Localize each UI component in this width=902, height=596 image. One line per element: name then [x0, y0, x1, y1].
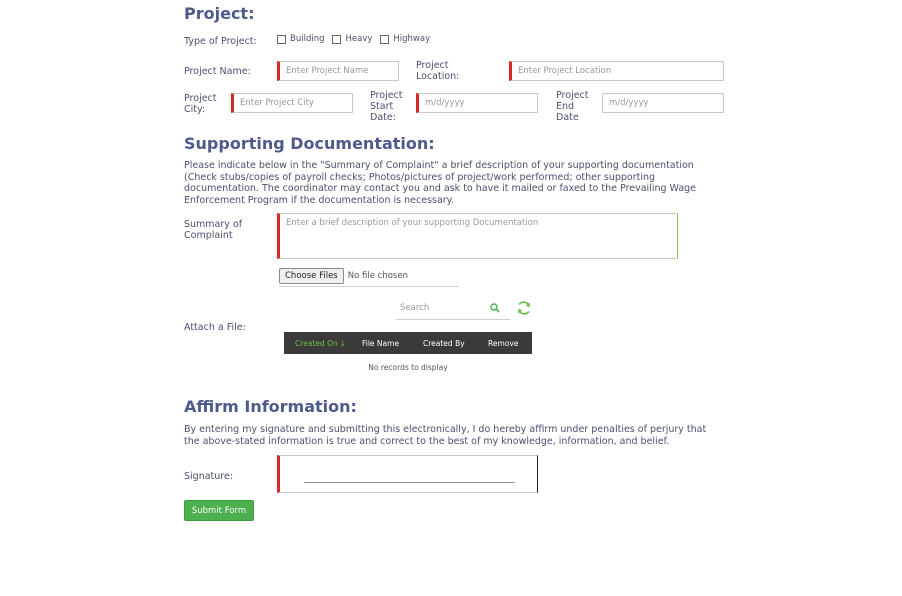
project-location-label: Project Location:	[416, 60, 460, 82]
checkbox-box[interactable]	[332, 35, 341, 44]
project-type-options	[277, 34, 438, 44]
project-start-date-input[interactable]: m/d/yyyy	[416, 93, 538, 113]
no-file-text: No file chosen	[347, 271, 408, 281]
attach-file-label: Attach a File:	[184, 322, 246, 333]
project-city-label: Project City:	[184, 93, 217, 115]
grid-header	[284, 332, 532, 354]
refresh-icon[interactable]	[516, 300, 532, 316]
summary-textarea[interactable]: Enter a brief description of your supporting Documentation	[277, 213, 678, 259]
column-file-name[interactable]: File Name	[362, 338, 400, 348]
grid-search[interactable]	[396, 296, 510, 320]
project-end-date-input[interactable]: m/d/yyyy	[602, 93, 724, 113]
project-name-label: Project Name:	[184, 66, 251, 77]
project-city-input[interactable]: Enter Project City	[231, 93, 353, 113]
affirm-text: By entering my signature and submitting this electronically, I do hereby affirm under penalties of perjury that the above-stated information is true and correct to the best of my knowledge, information, and belief.	[184, 424, 707, 447]
checkbox-box[interactable]	[277, 35, 286, 44]
checkbox-building[interactable]: Building	[277, 34, 324, 44]
file-chooser	[279, 266, 459, 287]
project-name-input[interactable]: Enter Project Name	[277, 61, 399, 81]
submit-form-button[interactable]: Submit Form	[184, 500, 254, 521]
affirm-heading: Affirm Information:	[184, 397, 357, 416]
signature-label: Signature:	[184, 471, 234, 482]
project-start-date-label: Project Start Date:	[370, 90, 403, 123]
project-heading: Project:	[184, 4, 255, 23]
search-input[interactable]: Search	[400, 302, 430, 313]
project-location-input[interactable]: Enter Project Location	[509, 61, 724, 81]
checkbox-box[interactable]	[380, 35, 389, 44]
checkbox-highway[interactable]: Highway	[380, 34, 430, 44]
supporting-documentation-heading: Supporting Documentation:	[184, 134, 435, 153]
choose-files-button[interactable]: Choose Files	[279, 268, 344, 284]
project-type-label: Type of Project:	[184, 36, 257, 47]
column-created-by[interactable]: Created By	[423, 338, 465, 348]
summary-label: Summary of Complaint	[184, 219, 243, 241]
signature-pad[interactable]	[277, 455, 538, 493]
supporting-documentation-text: Please indicate below in the "Summary of Complaint" a brief description of your supporting documentation (Check stubs/copies of payroll checks; Photos/pictures of project/work performed; other supporting documentation. The coordinator may contact you and ask to have it mailed or faxed to the Prevailing Wage Enforcement Program if the documentation is necessary.	[184, 160, 697, 206]
search-icon[interactable]	[490, 303, 500, 313]
project-end-date-label: Project End Date	[556, 90, 589, 123]
sort-down-icon[interactable]: ↓	[339, 338, 347, 348]
grid-empty-message: No records to display	[368, 363, 448, 372]
column-created-on[interactable]: Created On ↓	[295, 338, 347, 348]
signature-line	[304, 482, 515, 483]
checkbox-heavy[interactable]: Heavy	[332, 34, 372, 44]
column-remove: Remove	[488, 338, 519, 348]
